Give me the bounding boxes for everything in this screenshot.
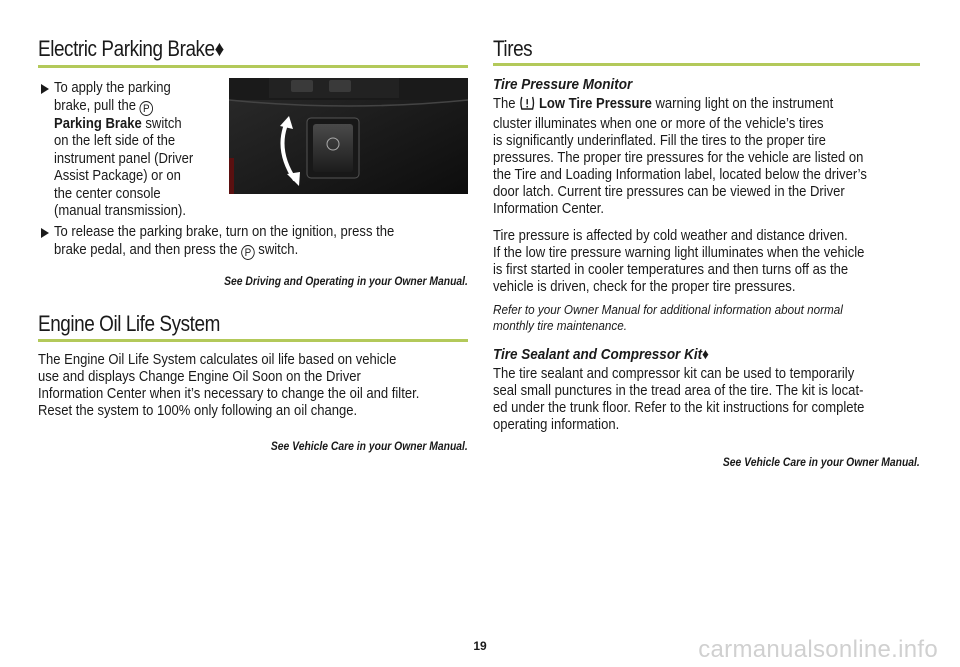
page-number: 19 xyxy=(473,639,487,653)
parking-brake-p-icon: P xyxy=(241,245,255,260)
maintenance-note xyxy=(493,302,920,334)
oil-life-title: Engine Oil Life System xyxy=(38,311,220,336)
parking-brake-switch-photo xyxy=(229,78,468,194)
text-line: The Engine Oil Life System calculates oil life based on vehicle xyxy=(38,352,397,368)
text-line: Assist Package) or on xyxy=(54,168,181,184)
text-line: vehicle is driven, check for the proper tire pressures. xyxy=(493,279,796,295)
tire-pressure-paragraph-2 xyxy=(493,228,920,296)
text-line: The tire sealant and compressor kit can be used to temporarily xyxy=(493,366,855,382)
text-line: The Low Tire Pressure warning light on the instrument xyxy=(493,96,920,116)
text-line: operating information. xyxy=(493,417,620,433)
text-line: (manual transmission). xyxy=(54,203,187,219)
owner-manual-reference: See Vehicle Care in your Owner Manual. xyxy=(271,441,468,453)
text-line: brake pedal, and then press the P switch. xyxy=(54,241,299,259)
text-line: Information Center. xyxy=(493,201,604,217)
low-tire-pressure-icon xyxy=(519,96,535,116)
text-line: Reset the system to 100% only following an oil change. xyxy=(38,403,358,419)
parking-brake-p-icon: P xyxy=(140,101,154,116)
text-line: Refer to your Owner Manual for additional information about normal xyxy=(493,302,843,317)
text-line: the center console xyxy=(54,185,161,202)
watermark: carmanualsonline.info xyxy=(698,636,938,663)
text-line: brake, pull the P xyxy=(54,98,234,116)
bullet-arrow-icon xyxy=(41,228,49,238)
text-line: cluster illuminates when one or more of the vehicle’s tires xyxy=(493,116,824,132)
text-line: instrument panel (Driver xyxy=(54,150,194,167)
text-line: If the low tire pressure warning light illuminates when the vehicle xyxy=(493,245,865,261)
text-line: door latch. Current tire pressures can be viewed in the Driver xyxy=(493,184,845,200)
tire-pressure-monitor-heading: Tire Pressure Monitor xyxy=(493,76,633,93)
oil-life-paragraph xyxy=(38,352,468,420)
text-line: use and displays Change Engine Oil Soon on the Driver xyxy=(38,369,361,385)
section-rule xyxy=(38,65,468,68)
text-line: is first started in cooler temperatures and then turns off as the xyxy=(493,262,849,278)
tire-pressure-paragraph xyxy=(493,96,920,218)
sealant-kit-paragraph xyxy=(493,366,920,434)
text-line: ed under the trunk floor. Refer to the kit instructions for complete xyxy=(493,400,865,416)
text-line: Parking Brake switch xyxy=(54,115,182,132)
text-line: To apply the parking xyxy=(54,80,171,96)
text-line: the Tire and Loading Information label, located below the driver’s xyxy=(493,167,867,183)
text-line: monthly tire maintenance. xyxy=(493,318,627,333)
text-line: Information Center when it’s necessary to change the oil and filter. xyxy=(38,386,420,402)
section-rule xyxy=(38,339,468,342)
bullet-arrow-icon xyxy=(41,84,49,94)
owner-manual-reference: See Vehicle Care in your Owner Manual. xyxy=(723,457,920,469)
text-line: on the left side of the xyxy=(54,133,176,149)
owner-manual-reference: See Driving and Operating in your Owner Manual. xyxy=(224,276,468,288)
text-line: Tire pressure is affected by cold weather and distance driven. xyxy=(493,228,848,244)
parking-brake-title: Electric Parking Brake♦ xyxy=(38,36,224,61)
tires-title: Tires xyxy=(493,36,533,61)
text-line: seal small punctures in the tread area of the tire. The kit is locat- xyxy=(493,383,864,399)
text-line: To release the parking brake, turn on the ignition, press the xyxy=(54,224,395,240)
section-rule xyxy=(493,63,920,66)
sealant-kit-heading: Tire Sealant and Compressor Kit♦ xyxy=(493,346,709,363)
text-line: pressures. The proper tire pressures for the vehicle are listed on xyxy=(493,150,864,166)
text-line: is significantly underinflated. Fill the tires to the proper tire xyxy=(493,133,826,149)
